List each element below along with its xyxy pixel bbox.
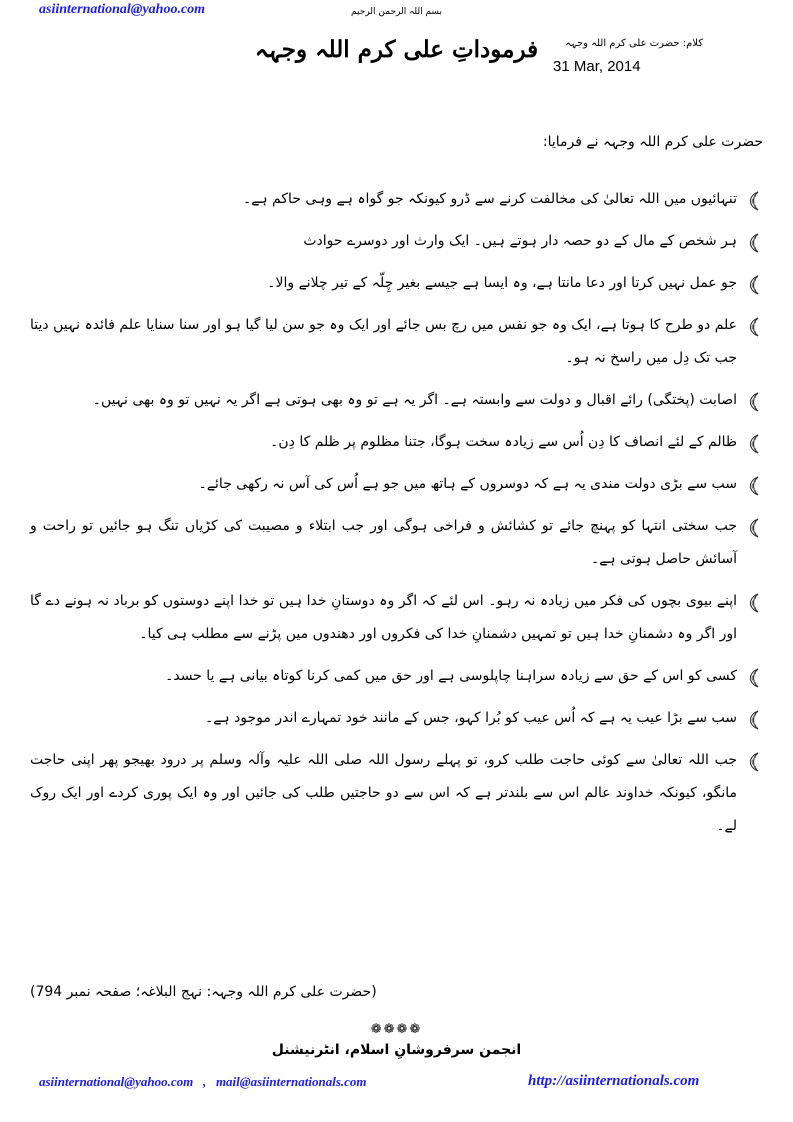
publication-date: 31 Mar, 2014 <box>553 58 641 75</box>
list-item <box>30 744 763 843</box>
page-title: فرموداتِ علی کرم اللہ وجہہ <box>254 36 539 63</box>
list-item <box>30 426 763 459</box>
saying-text: جب سختی انتہا کو پہنچ جائے تو کشائش و فراخی ہوگی اور جب ابتلاء و مصیبت کی کڑیاں تنگ ہو جائیں تو راحت و آسائش حاصل ہوتی ہے۔ <box>30 518 737 567</box>
crescent-ornament-icon <box>745 317 761 337</box>
crescent-ornament-icon <box>745 518 761 538</box>
crescent-ornament-icon <box>745 392 761 412</box>
crescent-ornament-icon <box>745 233 761 253</box>
list-item <box>30 309 763 375</box>
saying-text: سب سے بڑا عیب یہ ہے کہ اُس عیب کو بُرا کہو، جس کے مانند خود تمہارے اندر موجود ہے۔ <box>204 710 737 726</box>
website-link[interactable]: http://asiinternationals.com <box>528 1073 700 1089</box>
crescent-ornament-icon <box>745 275 761 295</box>
list-item <box>30 384 763 417</box>
header-email-link[interactable]: asiinternational@yahoo.com <box>39 2 206 17</box>
saying-text: اپنے بیوی بچوں کی فکر میں زیادہ نہ رہو۔ اس لئے کہ اگر وہ دوستانِ خدا ہیں تو خدا اپنے دوستوں کو برباد نہ ہونے دے گا اور اگر وہ دشمنانِ خدا ہیں تو تمہیں دشمنانِ خدا کی فکروں اور دھندوں میں پڑنے سے مطلب ہی کیا۔ <box>30 593 737 642</box>
sayings-list <box>30 183 763 852</box>
list-item <box>30 183 763 216</box>
crescent-ornament-icon <box>745 593 761 613</box>
flower-ornament-icon: ❁❁❁❁ <box>370 1022 423 1037</box>
list-item <box>30 702 763 735</box>
source-reference: (حضرت علی کرم اللہ وجہہ: نہج البلاغہ؛ صفحہ نمبر 794) <box>30 984 377 1000</box>
intro-text: حضرت علی کرم اللہ وجہہ نے فرمایا: <box>542 134 763 150</box>
list-item <box>30 468 763 501</box>
list-item <box>30 510 763 576</box>
saying-text: ہر شخص کے مال کے دو حصہ دار ہوتے ہیں۔ ایک وارث اور دوسرے حوادث <box>303 233 737 249</box>
bismillah-heading: بسم اللہ الرحمن الرحیم <box>351 7 442 17</box>
list-item <box>30 267 763 300</box>
saying-text: ظالم کے لئے انصاف کا دِن اُس سے زیادہ سخت ہوگا، جتنا مظلوم پر ظلم کا دِن۔ <box>270 434 737 450</box>
saying-text: سب سے بڑی دولت مندی یہ ہے کہ دوسروں کے ہاتھ میں جو ہے اُس کی آس نہ رکھی جائے۔ <box>198 476 737 492</box>
list-item <box>30 585 763 651</box>
crescent-ornament-icon <box>745 752 761 772</box>
organization-name: انجمن سرفروشانِ اسلام، انٹرنیشنل <box>271 1042 522 1058</box>
saying-text: جب اللہ تعالیٰ سے کوئی حاجت طلب کرو، تو پہلے رسول اللہ صلی اللہ علیہ وآلہ وسلم پر درود بھیجو پھر اپنی حاجت مانگو، کیونکہ خداوند عالم اس سے بلندتر ہے کہ اس سے دو حاجتیں طلب کی جائیں اور وہ ایک پوری کردے اور ایک روک لے۔ <box>30 752 737 834</box>
saying-text: علم دو طرح کا ہوتا ہے، ایک وہ جو نفس میں رچ بس جائے اور ایک وہ جو سن لیا گیا ہو اور سنا سنایا علم فائدہ نہیں دیتا جب تک دِل میں راسخ نہ ہو۔ <box>30 317 737 366</box>
saying-text: تنہائیوں میں اللہ تعالیٰ کی مخالفت کرنے سے ڈرو کیونکہ جو گواہ ہے وہی حاکم ہے۔ <box>243 191 737 207</box>
crescent-ornament-icon <box>745 668 761 688</box>
footer-email-links[interactable]: asiinternational@yahoo.com , mail@asiinternationals.com <box>39 1074 367 1089</box>
saying-text: کسی کو اس کے حق سے زیادہ سراہنا چاپلوسی ہے اور حق میں کمی کرنا کوتاہ بیانی ہے یا حسد۔ <box>165 668 737 684</box>
saying-text: جو عمل نہیں کرتا اور دعا مانتا ہے، وہ ایسا ہے جیسے بغیر چِلّہ کے تیر چلانے والا۔ <box>267 275 737 291</box>
crescent-ornament-icon <box>745 710 761 730</box>
crescent-ornament-icon <box>745 191 761 211</box>
list-item <box>30 660 763 693</box>
kalam-attribution: کلام: حضرت علی کرم اللہ وجہہ <box>565 38 703 49</box>
crescent-ornament-icon <box>745 434 761 454</box>
crescent-ornament-icon <box>745 476 761 496</box>
saying-text: اصابت (پختگی) رائے اقبال و دولت سے وابستہ ہے۔ اگر یہ ہے تو وہ بھی ہوتی ہے اگر یہ نہیں تو وہ بھی نہیں۔ <box>92 392 737 408</box>
list-item <box>30 225 763 258</box>
